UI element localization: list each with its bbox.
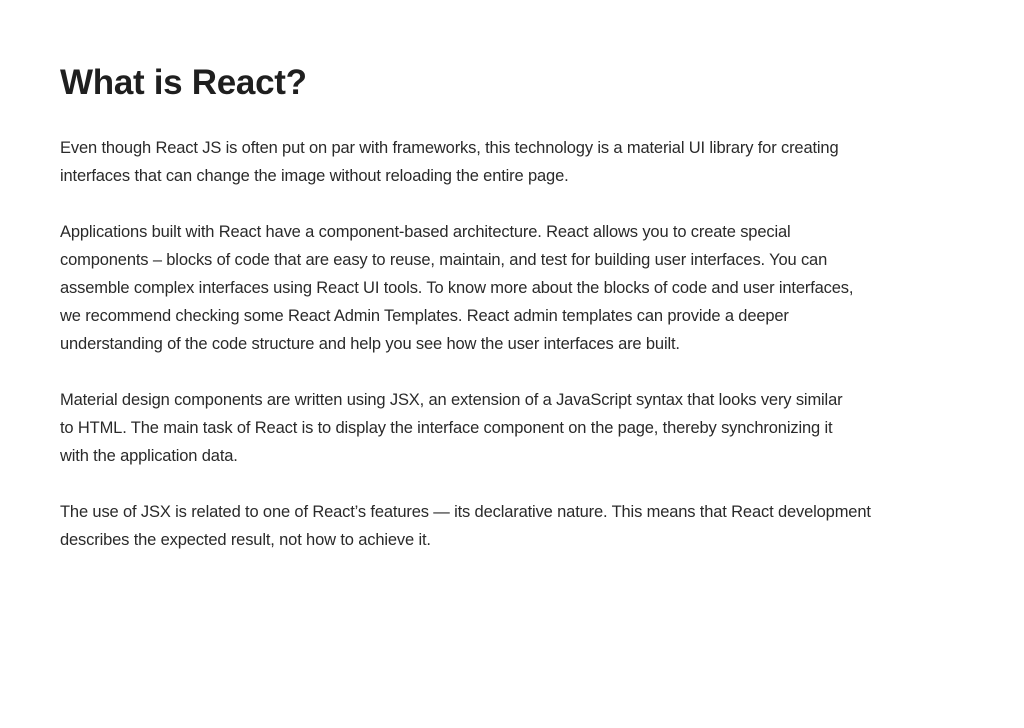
paragraph-line: describes the expected result, not how to achieve it. [60,531,431,549]
paragraph-line: components – blocks of code that are easy to reuse, maintain, and test for building user interfaces. You can [60,251,828,269]
paragraph-line: understanding of the code structure and help you see how the user interfaces are built. [60,335,680,353]
paragraph-line: The use of JSX is related to one of React’s features — its declarative nature. This means that React development [60,503,871,521]
paragraph-jsx [60,386,975,470]
paragraph-intro [60,134,975,190]
article [60,60,975,582]
paragraph-line: to HTML. The main task of React is to display the interface component on the page, thereby synchronizing it [60,419,833,437]
paragraph-line: assemble complex interfaces using React UI tools. To know more about the blocks of code and user interfaces, [60,279,854,297]
paragraph-line: we recommend checking some React Admin Templates. React admin templates can provide a deeper [60,307,789,325]
paragraph-line: interfaces that can change the image without reloading the entire page. [60,167,569,185]
paragraph-line: Applications built with React have a component-based architecture. React allows you to create special [60,223,791,241]
paragraph-architecture [60,218,975,358]
paragraph-line: Material design components are written using JSX, an extension of a JavaScript syntax that looks very similar [60,391,843,409]
paragraph-declarative [60,498,975,554]
page-title: What is React? [60,63,307,102]
paragraph-line: with the application data. [60,447,238,465]
paragraph-line: Even though React JS is often put on par with frameworks, this technology is a material UI library for creating [60,139,839,157]
